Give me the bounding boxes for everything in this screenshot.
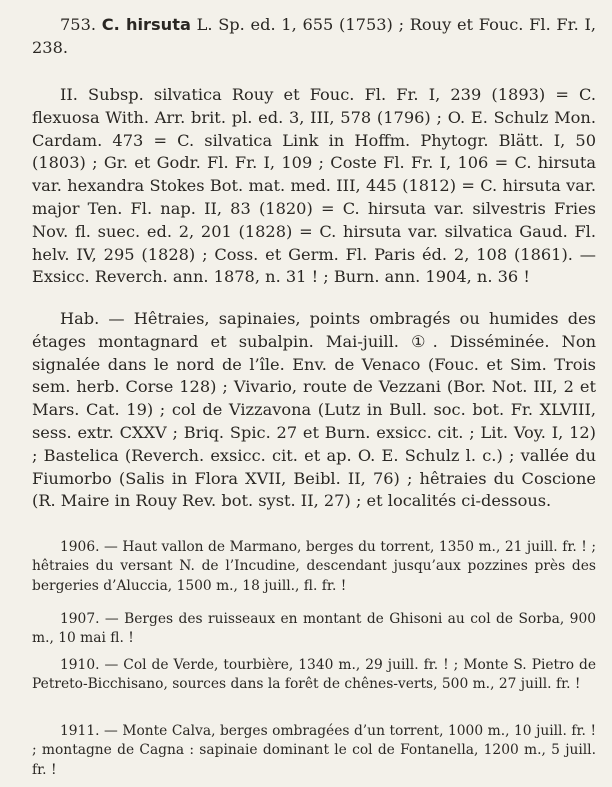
- species-name: C. hirsuta: [101, 15, 191, 34]
- record-1907: 1907. — Berges des ruisseaux en montant de Ghisoni au col de Sorba, 900 m., 10 mai fl. !: [32, 611, 596, 647]
- subspecies-paragraph: II. Subsp. silvatica Rouy et Fouc. Fl. Fr. I, 239 (1893) = C. flexuosa With. Arr. brit. pl. ed. 3, III, 578 (1796) ; O. E. Schulz Mon. Cardam. 473 = C. silvatica Link in Hoffm. Phytogr. Blätt. I, 50 (1803) ; Gr. et Godr. Fl. Fr. I, 109 ; Coste Fl. Fr. I, 106 = C. hirsuta var. hexandra Stokes Bot. mat. med. III, 445 (1812) = C. hirsuta var. major Ten. Fl. nap. II, 83 (1820) = C. hirsuta var. silvestris Fries Nov. fl. suec. ed. 2, 201 (1828) = C. hirsuta var. silvatica Gaud. Fl. helv. IV, 295 (1828) ; Coss. et Germ. Fl. Paris éd. 2, 108 (1861). — Exsicc. Reverch. ann. 1878, n. 31 ! ; Burn. ann. 1904, n. 36 !: [32, 85, 596, 287]
- habitat-paragraph: Hab. — Hêtraies, sapinaies, points ombragés ou humides des étages montagnard et subalpin. Mai-juill. ①. Disséminée. Non signalée dans le nord de l’île. Env. de Venaco (Fouc. et Sim. Trois sem. herb. Corse 128) ; Vivario, route de Vezzani (Bor. Not. III, 2 et Mars. Cat. 19) ; col de Vizzavona (Lutz in Bull. soc. bot. Fr. XLVIII, sess. extr. CXXV ; Briq. Spic. 27 et Burn. exsicc. cit. ; Lit. Voy. I, 12) ; Bastelica (Reverch. exsicc. cit. et ap. O. E. Schulz l. c.) ; vallée du Fiumorbo (Salis in Flora XVII, Beibl. II, 76) ; hêtraies du Coscione (R. Maire in Rouy Rev. bot. syst. II, 27) ; et localités ci-dessous.: [32, 309, 596, 511]
- entry-number: 753.: [60, 15, 97, 34]
- record-1911: 1911. — Monte Calva, berges ombragées d’un torrent, 1000 m., 10 juill. fr. ! ; montagne de Cagna : sapinaie dominant le col de Fontanella, 1200 m., 5 juill. fr. !: [32, 723, 596, 778]
- entry-citation: L. Sp. ed. 1, 655 (1753) ; Rouy et Fouc. Fl. Fr. I, 238.: [32, 15, 597, 57]
- species-entry: [32, 14, 596, 60]
- record-1910: 1910. — Col de Verde, tourbière, 1340 m., 29 juill. fr. ! ; Monte S. Pietro de Petreto-Bicchisano, sources dans la forêt de chênes-verts, 500 m., 27 juill. fr. !: [32, 657, 596, 693]
- record-1906: 1906. — Haut vallon de Marmano, berges du torrent, 1350 m., 21 juill. fr. ! ; hêtraies du versant N. de l’Incudine, descendant jusqu’aux pozzines près des bergeries d’Aluccia, 1500 m., 18 juill., fl. fr. !: [32, 539, 596, 594]
